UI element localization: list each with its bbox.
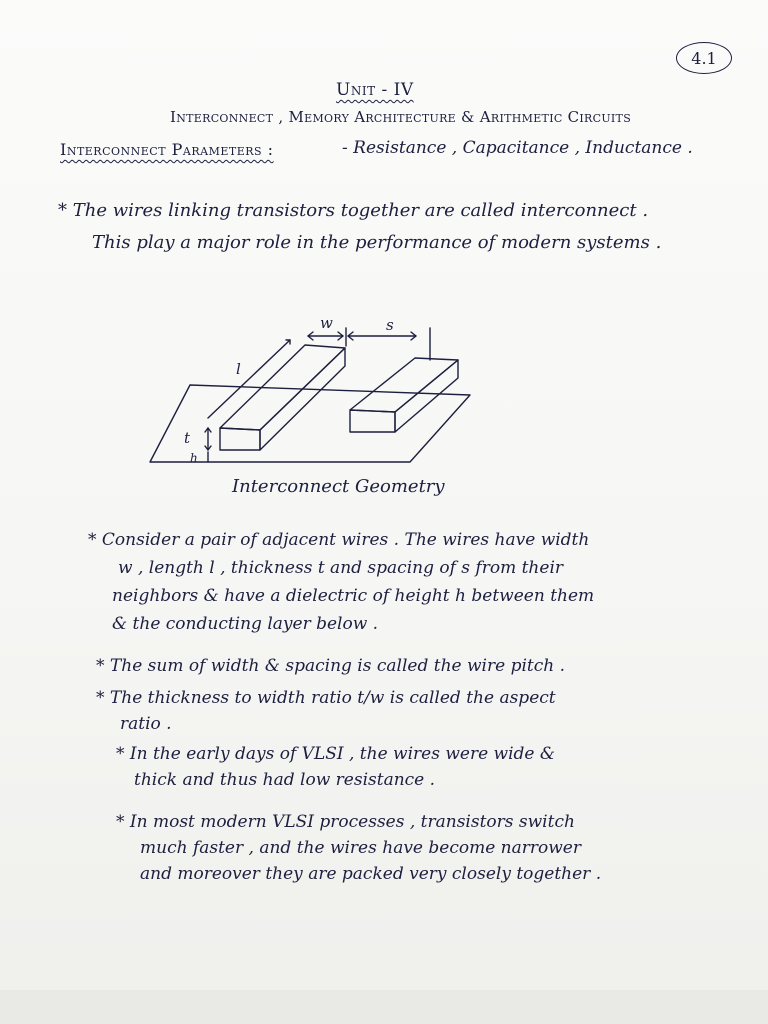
label-l: l [236,360,241,378]
wire-2-front [350,410,395,432]
bullet-5-line-1: * In most modern VLSI processes , transistors switch [116,812,575,832]
intro-line-2: This play a major role in the performance of modern systems . [92,232,662,253]
intro-line-1: * The wires linking transistors together are called interconnect . [58,200,649,221]
wire-2-side [395,360,458,432]
bullet-3-line-2: ratio . [120,714,172,734]
bullet-5-line-3: and moreover they are packed very closely together . [140,864,602,884]
page-bottom-edge [0,990,768,1024]
label-h: h [190,451,198,465]
bullet-5-line-2: much faster , and the wires have become narrower [140,838,581,858]
label-w: w [320,314,333,332]
page-number: 4.1 [691,48,717,68]
wire-1-side [260,348,345,450]
bullet-2-line-1: * The sum of width & spacing is called the wire pitch . [96,656,566,676]
bullet-1-line-3: neighbors & have a dielectric of height h between them [112,586,595,606]
figure-caption: Interconnect Geometry [232,476,445,497]
dielectric-plane [150,385,470,462]
page-title: Interconnect , Memory Architecture & Arithmetic Circuits [170,108,632,126]
interconnect-geometry-figure [140,300,490,480]
section-heading: Interconnect Parameters : [60,140,274,159]
bullet-1-line-4: & the conducting layer below . [112,614,379,634]
length-arrow [208,340,290,418]
wire-1-front [220,428,260,450]
section-topics: - Resistance , Capacitance , Inductance . [342,138,693,158]
label-t: t [184,429,191,447]
bullet-4-line-1: * In the early days of VLSI , the wires were wide & [116,744,556,764]
bullet-1-line-2: w , length l , thickness t and spacing of s from their [118,558,564,578]
label-s: s [386,316,394,334]
bullet-4-line-2: thick and thus had low resistance . [134,770,436,790]
page-number-badge [676,42,732,74]
bullet-1-line-1: * Consider a pair of adjacent wires . The wires have width [88,530,590,550]
unit-heading: Unit - IV [336,80,414,100]
wire-1-top [220,345,345,430]
bullet-3-line-1: * The thickness to width ratio t/w is called the aspect [96,688,556,708]
